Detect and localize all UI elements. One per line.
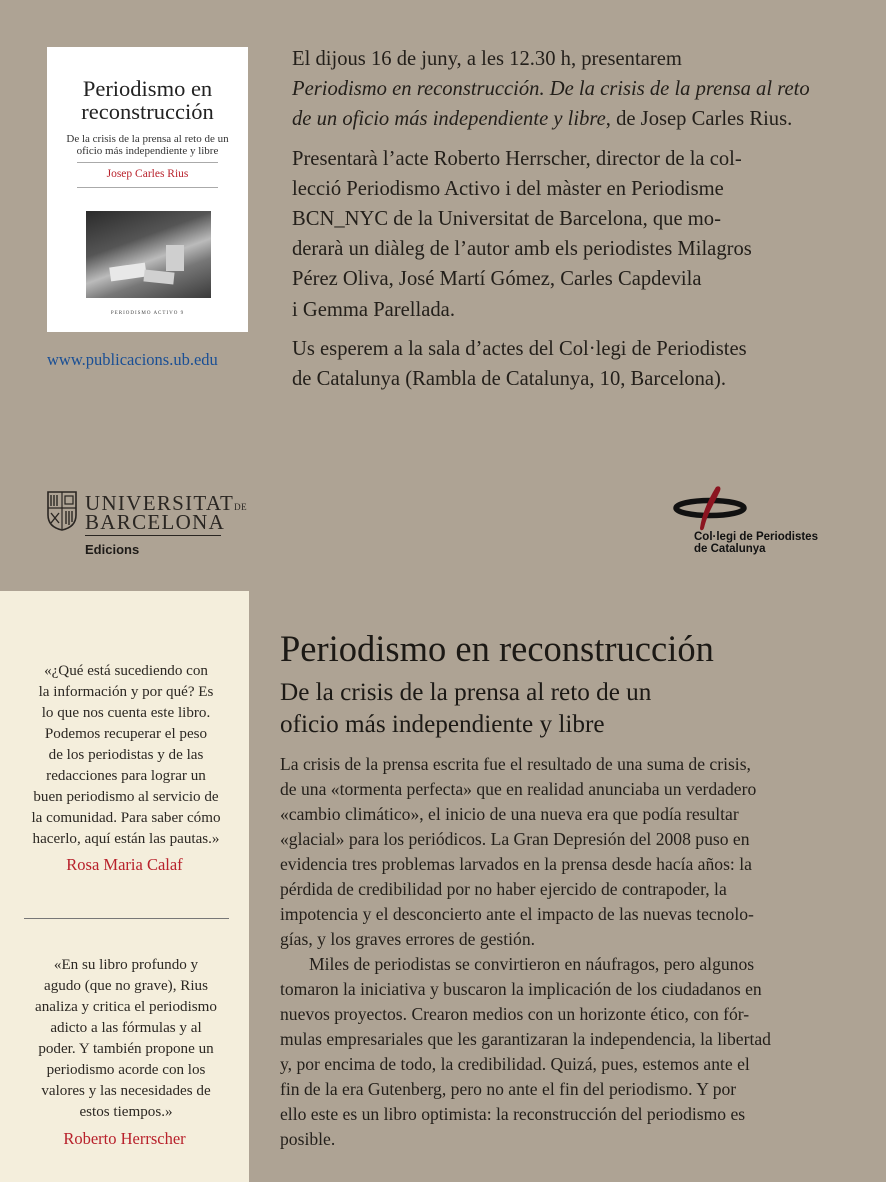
cover-divider [77,187,218,188]
book-cover [47,47,248,332]
main-body [280,752,842,1152]
body-paragraph: Miles de periodistas se convirtieron en náufragos, pero algunos tomaron la iniciativa y buscaron la implicación de los ciudadanos en nuevos proyectos. Crearon medios con un horizonte ético, con fór- mulas empresariales que les garantizaran la independencia, la libertad y, por encima de todo, la credibilidad. Quizá, pues, estemos ante el fin de la era Gutenberg, pero no ante el fin del periodismo. Y por ello este es un libro optimista: la reconstrucción del periodismo es posible. [280,954,771,1149]
ub-name-line1: UNIVERSITATDE [85,491,248,515]
announcement-venue-paragraph: Us esperem a la sala d’actes del Col·legi de Periodistes de Catalunya (Rambla de Catalunya, 10, Barcelona). [292,337,747,391]
col-legi-emblem-icon [672,484,842,534]
quote-text: «¿Qué está sucediendo con la información y por qué? Es lo que nos cuenta este libro. Podemos recuperar el peso de los periodistas y de las redacciones para lograr un buen periodismo al servicio de la comunidad. Para saber cómo hacerlo, aquí están las pautas.» [31,663,221,847]
announcement [292,44,852,403]
quotes-divider [24,918,229,919]
body-paragraph: La crisis de la prensa escrita fue el resultado de una suma de crisis, de una «tormenta perfecta» que en realidad anunciaba un verdadero «cambio climático», el inicio de una nueva era que podía resultar «glacial» para los periódicos. La Gran Depresión del 2008 puso en evidencia tres problemas larvados en la prensa desde hacía años: la pérdida de credibilidad por no haber ejercido de contrapoder, la impotencia y el desconcierto ante el impacto de las nuevas tecnolo- gías, y los graves errores de gestión. [280,754,757,949]
main-subtitle: De la crisis de la prensa al reto de un oficio más independiente y libre [280,679,652,738]
ub-name-line2: BARCELONA [85,510,226,534]
main-title: Periodismo en reconstrucción [280,628,714,669]
ub-imprint: Edicions [85,542,140,557]
quote-author: Roberto Herrscher [63,1129,186,1148]
ub-shield-icon [47,491,77,531]
announcement-presenters-paragraph: Presentarà l’acte Roberto Herrscher, director de la col- lecció Periodismo Activo i del màster en Periodisme BCN_NYC de la Universitat de Barcelona, que mo- derarà un diàleg de l’autor amb els periodistes Milagros Pérez Oliva, José Martí Gómez, Carles Capdevila i Gemma Parellada. [292,147,752,321]
quote-text: «En su libro profundo y agudo (que no grave), Rius analiza y critica el periodismo adicto a las fórmulas y al poder. Y también propone un periodismo acorde con los valores y las necesidades de estos tiempos.» [35,957,217,1120]
cover-author: Josep Carles Rius [106,168,189,180]
cover-series: PERIODISMO ACTIVO 9 [110,311,185,316]
col-legi-periodistes-logo [672,484,842,564]
ub-logo [47,491,248,561]
announcement-date-paragraph: El dijous 16 de juny, a les 12.30 h, presentarem Periodismo en reconstrucción. De la crisis de la prensa al reto de un oficio más independiente y libre, de Josep Carles Rius. [292,48,810,131]
cover-title: Periodismo en reconstrucción [81,76,214,124]
ub-logo-rule [85,535,221,536]
quotes-panel [0,591,249,1182]
cover-photo [86,211,211,298]
cover-divider [77,162,218,163]
website-link[interactable]: www.publicacions.ub.edu [47,350,218,369]
cover-subtitle: De la crisis de la prensa al reto de un oficio más independiente y libre [66,133,229,157]
col-legi-name: Col·legi de Periodistes de Catalunya [694,531,818,555]
quote-author: Rosa Maria Calaf [66,855,183,874]
